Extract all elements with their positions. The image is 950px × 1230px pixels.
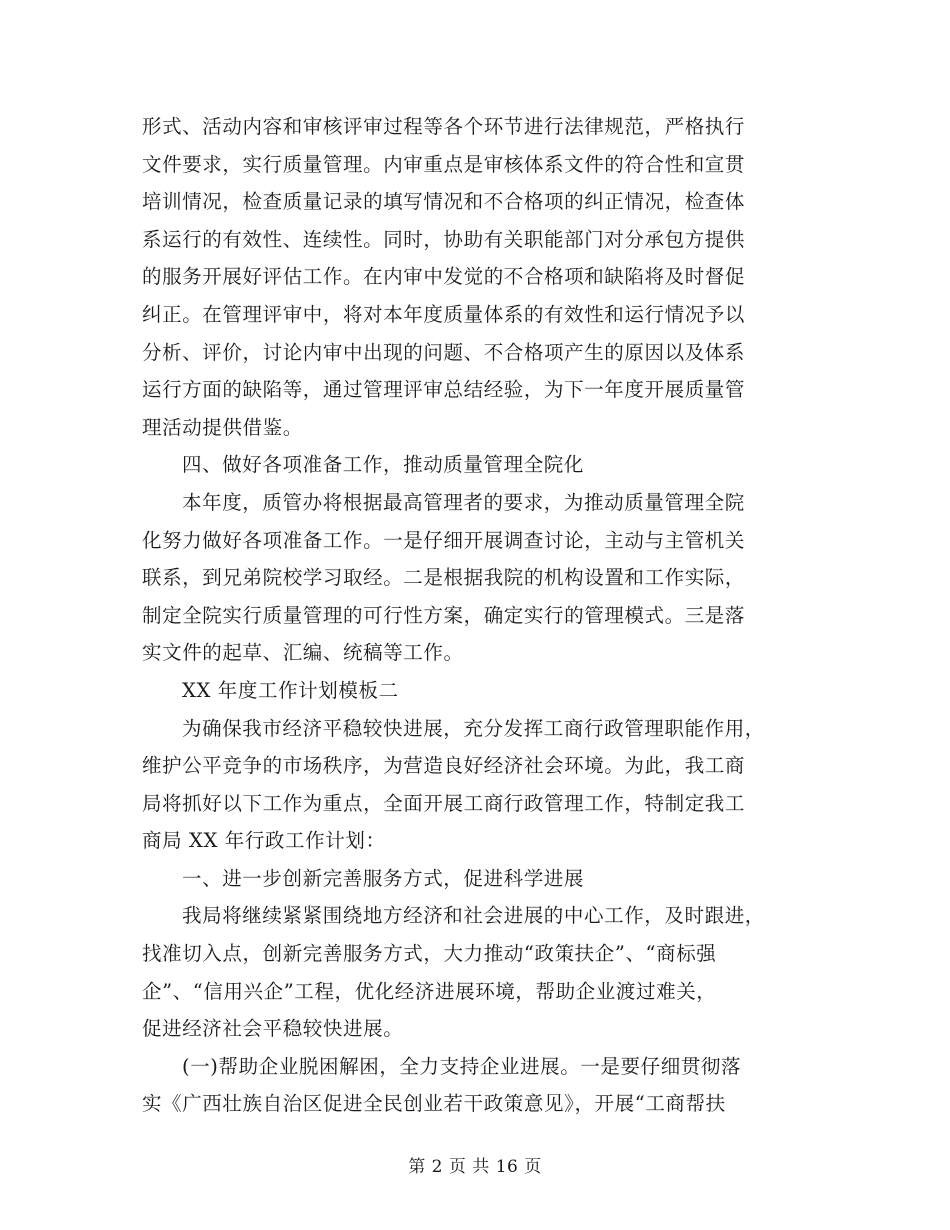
text-line: 纠正。在管理评审中，将对本年度质量体系的有效性和运行情况予以 bbox=[142, 302, 746, 326]
text-line: (一)帮助企业脱困解困，全力支持企业进展。一是要仔细贯彻落 bbox=[182, 1054, 742, 1078]
text-line: 实《广西壮族自治区促进全民创业若干政策意见》，开展“工商帮扶 bbox=[142, 1092, 726, 1116]
page-number-footer: 第 2 页 共 16 页 bbox=[408, 1157, 542, 1177]
text-line: 为确保我市经济平稳较快进展，充分发挥工商行政管理职能作用， bbox=[182, 716, 765, 740]
text-line: 维护公平竞争的市场秩序，为营造良好经济社会环境。为此，我工商 bbox=[142, 754, 746, 778]
text-line: 我局将继续紧紧围绕地方经济和社会进展的中心工作，及时跟进， bbox=[182, 904, 765, 928]
text-line: XX 年度工作计划模板二 bbox=[182, 678, 399, 702]
text-line: 制定全院实行质量管理的可行性方案，确定实行的管理模式。三是落 bbox=[142, 603, 746, 627]
text-line: 商局 XX 年行政工作计划： bbox=[142, 829, 386, 853]
text-line: 本年度，质管办将根据最高管理者的要求，为推动质量管理全院 bbox=[182, 490, 745, 514]
text-line: 分析、评价，讨论内审中出现的问题、不合格项产生的原因以及体系 bbox=[142, 340, 746, 364]
text-line: 系运行的有效性、连续性。同时，协助有关职能部门对分承包方提供 bbox=[142, 227, 746, 251]
text-line: 形式、活动内容和审核评审过程等各个环节进行法律规范，严格执行 bbox=[142, 115, 746, 138]
text-line: 四、做好各项准备工作，推动质量管理全院化 bbox=[182, 453, 585, 477]
text-line: 的服务开展好评估工作。在内审中发觉的不合格项和缺陷将及时督促 bbox=[142, 265, 746, 289]
text-line: 找准切入点，创新完善服务方式，大力推动“政策扶企”、“商标强 bbox=[142, 942, 717, 966]
text-line: 一、进一步创新完善服务方式，促进科学进展 bbox=[182, 866, 585, 890]
text-line: 运行方面的缺陷等，通过管理评审总结经验，为下一年度开展质量管 bbox=[142, 378, 746, 402]
text-line: 文件要求，实行质量管理。内审重点是审核体系文件的符合性和宣贯 bbox=[142, 152, 746, 176]
text-line: 化努力做好各项准备工作。一是仔细开展调查讨论，主动与主管机关 bbox=[142, 528, 746, 552]
text-line: 局将抓好以下工作为重点，全面开展工商行政管理工作，特制定我工 bbox=[142, 791, 746, 815]
body-text bbox=[142, 108, 812, 1123]
text-line: 理活动提供借鉴。 bbox=[142, 415, 303, 439]
text-line: 企”、“信用兴企”工程，优化经济进展环境，帮助企业渡过难关， bbox=[142, 979, 717, 1003]
text-line: 培训情况，检查质量记录的填写情况和不合格项的纠正情况，检查体 bbox=[142, 190, 746, 214]
text-line: 实文件的起草、汇编、统稿等工作。 bbox=[142, 641, 464, 665]
text-line: 联系，到兄弟院校学习取经。二是根据我院的机构设置和工作实际， bbox=[142, 566, 746, 590]
text-line: 促进经济社会平稳较快进展。 bbox=[142, 1017, 404, 1041]
